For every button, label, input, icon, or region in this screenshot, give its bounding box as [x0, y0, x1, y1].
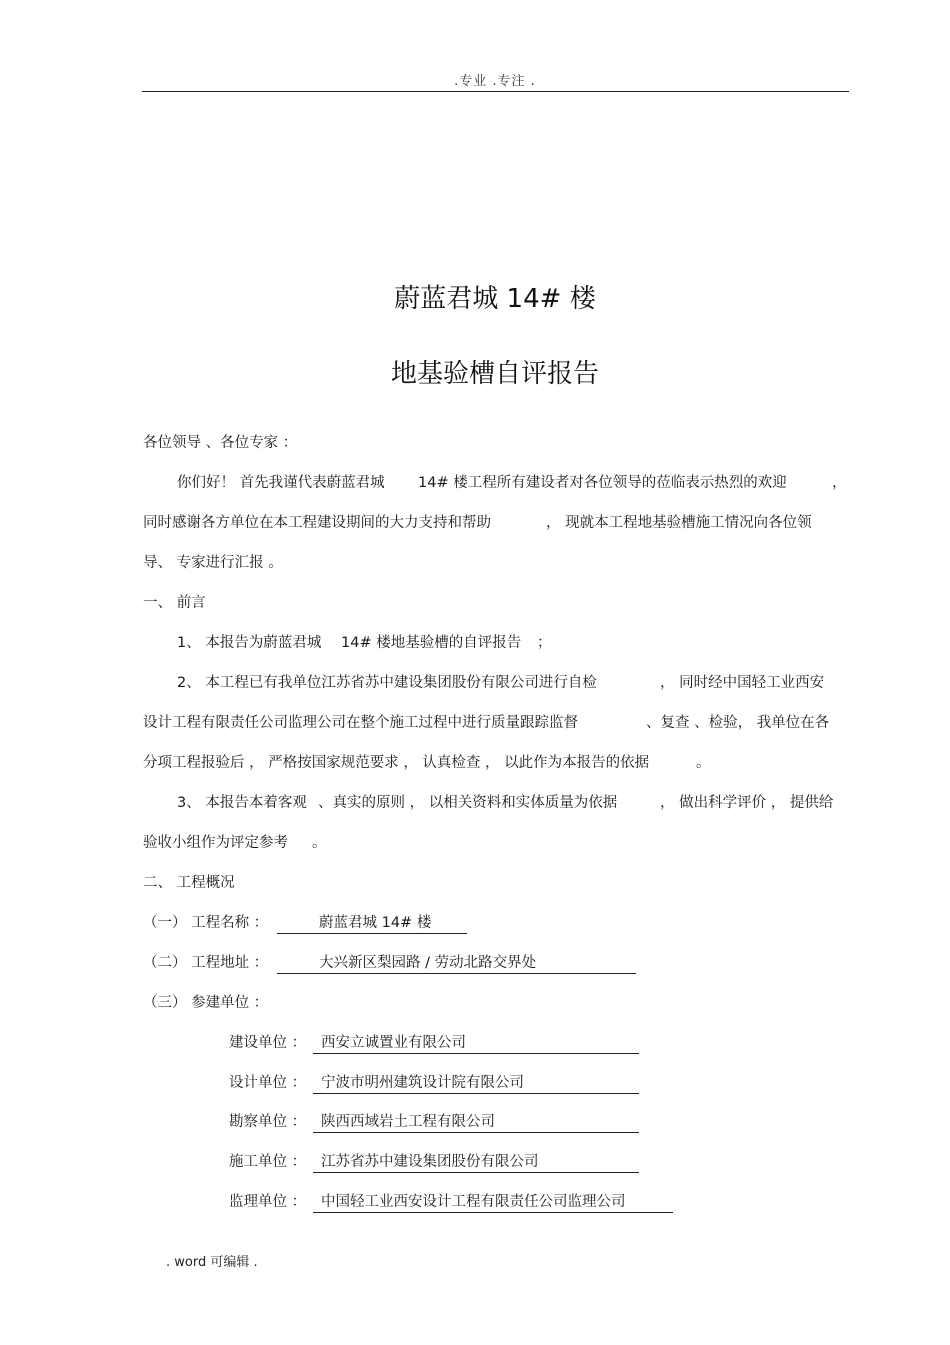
- party-value: 陕西西域岩土工程有限公司: [313, 1110, 639, 1133]
- item-1c: ；: [537, 635, 552, 651]
- project-address-value: 大兴新区梨园路 / 劳动北路交界处: [277, 951, 636, 974]
- party-value: 江苏省苏中建设集团股份有限公司: [313, 1150, 639, 1173]
- item-1b: 14# 楼地基验槽的自评报告: [341, 635, 522, 651]
- item-3b: 、真实的原则 ， 以相关资料和实体质量为依据: [318, 795, 618, 811]
- item-3d: 验收小组作为评定参考: [143, 835, 288, 851]
- project-name-value: 蔚蓝君城 14# 楼: [277, 911, 467, 934]
- party-value: 中国轻工业西安设计工程有限责任公司监理公司: [313, 1190, 673, 1213]
- party-label: 勘察单位 ：: [229, 1114, 307, 1130]
- project-address-label: （二） 工程地址 ：: [143, 955, 269, 971]
- party-label: 设计单位 ：: [229, 1075, 307, 1091]
- participating-units-label: （三） 参建单位 ：: [143, 995, 269, 1011]
- party-label: 监理单位 ：: [229, 1194, 307, 1210]
- section-1-heading: 一、 前言: [143, 595, 206, 611]
- document-subtitle: 地基验槽自评报告: [390, 359, 599, 389]
- item-2c: 设计工程有限责任公司监理公司在整个施工过程中进行质量跟踪监督: [143, 715, 578, 731]
- item-3e: 。: [312, 835, 327, 851]
- item-2f: 。: [696, 755, 711, 771]
- party-value: 宁波市明州建筑设计院有限公司: [313, 1071, 639, 1094]
- document-title: 蔚蓝君城 14# 楼: [394, 284, 596, 314]
- intro-line-1c: ，: [832, 475, 847, 491]
- intro-line-1b: 14# 楼工程所有建设者对各位领导的莅临表示热烈的欢迎: [418, 475, 787, 491]
- page-header: .专业 .专注 .: [454, 74, 536, 89]
- item-3c: ， 做出科学评价 ， 提供给: [660, 795, 834, 811]
- party-value: 西安立诚置业有限公司: [313, 1031, 639, 1054]
- item-2e: 分项工程报验后 ， 严格按国家规范要求 ， 认真检查 ， 以此作为本报告的依据: [143, 755, 650, 771]
- salutation: 各位领导 、各位专家 ：: [143, 435, 298, 451]
- item-2b: ， 同时经中国轻工业西安: [660, 675, 825, 691]
- party-label: 建设单位 ：: [229, 1035, 307, 1051]
- intro-line-1a: 你们好！ 首先我谨代表蔚蓝君城: [177, 475, 385, 491]
- project-name-label: （一） 工程名称 ：: [143, 915, 269, 931]
- intro-line-2b: ， 现就本工程地基验槽施工情况向各位领: [546, 515, 812, 531]
- item-1a: 1、 本报告为蔚蓝君城: [177, 635, 322, 651]
- intro-line-3: 导、 专家进行汇报 。: [143, 555, 283, 571]
- item-3a: 3、 本报告本着客观: [177, 795, 307, 811]
- page-footer: . word 可编辑 .: [166, 1255, 258, 1270]
- header-rule: [142, 91, 849, 92]
- section-2-heading: 二、 工程概况: [143, 875, 235, 891]
- item-2d: 、复查 、检验， 我单位在各: [646, 715, 830, 731]
- item-2a: 2、 本工程已有我单位江苏省苏中建设集团股份有限公司进行自检: [177, 675, 597, 691]
- party-label: 施工单位 ：: [229, 1154, 307, 1170]
- intro-line-2a: 同时感谢各方单位在本工程建设期间的大力支持和帮助: [143, 515, 491, 531]
